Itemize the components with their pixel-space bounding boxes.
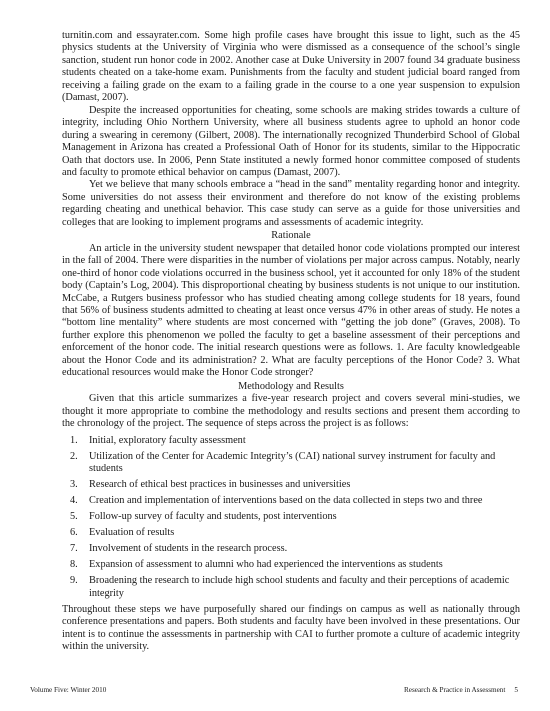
list-item-number: 8. xyxy=(70,559,78,571)
section-heading-rationale: Rationale xyxy=(271,230,311,242)
footer-journal-title: Research & Practice in Assessment xyxy=(404,686,506,694)
list-item-number: 7. xyxy=(70,543,78,555)
list-item xyxy=(62,435,520,447)
paragraph-culture-of-integrity: Despite the increased opportunities for cheating, some schools are making strides towards a culture of integrity, including Ohio Northern University, where all business students agree to uphold an honor code during a swearing in ceremony (Gilbert, 2008). The internationally recognized Thunderbird School of Global Management in Arizona has created a Professional Oath of Honor for its students, similar to the Hippocratic Oath that doctors use. In 2006, Penn State instituted a newly formed honor committee composed of students and faculty to promote ethical behavior on campus (Damast, 2007). xyxy=(62,104,520,178)
section-heading-methodology: Methodology and Results xyxy=(238,380,344,392)
list-item-text: Follow-up survey of faculty and students, post interventions xyxy=(89,511,337,523)
list-item-text: Involvement of students in the research process. xyxy=(89,543,288,555)
list-item xyxy=(62,451,520,476)
list-item-text: Initial, exploratory faculty assessment xyxy=(89,434,246,446)
list-item-text: Creation and implementation of interventions based on the data collected in steps two and three xyxy=(89,495,483,507)
list-item-number: 6. xyxy=(70,527,78,539)
list-item-text: Research of ethical best practices in businesses and universities xyxy=(89,479,351,491)
list-item-number: 5. xyxy=(70,511,78,523)
list-item-text: Evaluation of results xyxy=(89,527,175,539)
footer-volume: Volume Five: Winter 2010 xyxy=(30,686,107,694)
paragraph-continued: turnitin.com and essayrater.com. Some high profile cases have brought this issue to light, such as the 45 physics students at the University of Virginia who were dismissed as a consequence of the school’s single sanction, student run honor code in 2002. Another case at Duke University in 2007 found 34 graduate business students cheated on a take-home exam. Punishments from the faculty and student judicial board ranged from receiving a failing grade on the exam to a failing grade in the course to a one year suspension to expulsion (Damast, 2007). xyxy=(62,30,520,104)
list-item xyxy=(62,495,520,507)
list-item xyxy=(62,511,520,523)
list-item-text: Utilization of the Center for Academic Integrity’s (CAI) national survey instrument for faculty and students xyxy=(89,450,496,474)
paragraph-rationale: An article in the university student newspaper that detailed honor code violations prompted our interest in the fall of 2004. There were disparities in the number of violations per major across campus. Notably, nearly one-third of honor code violations occurred in the business school, yet it accounted for only 18% of the student body (Captain’s Log, 2004). This disproportional cheating by business students is not unique to our institution. McCabe, a Rutgers business professor who has studied cheating among college students for 18 years, found that 56% of business students admitted to cheating at least once versus 47% in other areas of study. He notes a “bottom line mentality” where students are most concerned with “getting the job done” (Graves, 2008). To further explore this phenomenon we polled the faculty to get a baseline assessment of their perceptions and enforcement of the honor code. The initial research questions were as follows. 1. Are faculty knowledgeable about the Honor Code and its administration? 2. What are faculty perceptions of the Honor Code? 3. What educational resources would make the Honor Code stronger? xyxy=(62,242,520,379)
page-number: 5 xyxy=(514,686,518,694)
list-item-number: 4. xyxy=(70,495,78,507)
steps-list xyxy=(62,435,520,601)
list-item-number: 1. xyxy=(70,434,78,446)
list-item-number: 3. xyxy=(70,479,78,491)
paragraph-head-in-sand: Yet we believe that many schools embrace a “head in the sand” mentality regarding honor and integrity. Some universities do not assess their environment and therefore do not know of the existing problems regarding cheating and unethical behavior. This case study can serve as a guide for those universities and colleges that are looking to implement programs and assessments of academic integrity. xyxy=(62,179,520,228)
footer-journal xyxy=(404,686,518,695)
list-item xyxy=(62,479,520,491)
paragraph-methodology-intro: Given that this article summarizes a five-year research project and covers several mini-studies, we thought it more appropriate to combine the methodology and results sections and present them according to the chronology of the project. The sequence of steps across the project is as follows: xyxy=(62,393,520,430)
body-text xyxy=(62,30,520,654)
list-item-number: 9. xyxy=(70,575,78,587)
list-item-text: Broadening the research to include high school students and faculty and their perceptions of academic integrity xyxy=(89,575,510,599)
list-item-number: 2. xyxy=(70,450,78,462)
list-item xyxy=(62,543,520,555)
paragraph-closing: Throughout these steps we have purposefully shared our findings on campus as well as nationally through conference presentations and papers. Both students and faculty have been involved in these presentations. Our intent is to continue the assessments in partnership with CAI to further promote a culture of academic integrity within the university. xyxy=(62,603,520,653)
list-item xyxy=(62,527,520,539)
list-item xyxy=(62,559,520,571)
list-item xyxy=(62,575,520,600)
list-item-text: Expansion of assessment to alumni who had experienced the interventions as students xyxy=(89,559,443,571)
